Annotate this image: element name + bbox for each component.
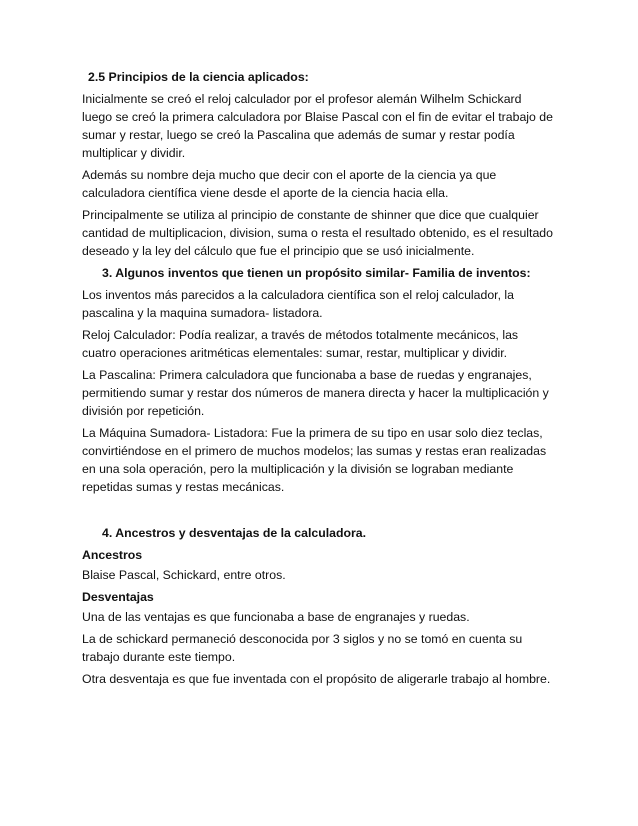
ancestros-label: Ancestros bbox=[82, 548, 143, 562]
desventajas-paragraph-2: La de schickard permaneció desconocida por 3 siglos y no se tomó en cuenta su trabajo durante este tiempo. bbox=[82, 632, 523, 664]
section-3-paragraph-1: Los inventos más parecidos a la calculadora científica son el reloj calculador, la pascalina y la maquina sumadora- listadora. bbox=[82, 288, 514, 320]
section-2-5-paragraph-1: Inicialmente se creó el reloj calculador por el profesor alemán Wilhelm Schickard luego se creó la primera calculadora por Blaise Pascal con el fin de evitar el trabajo de sumar y restar, luego se creó la Pascalina que además de sumar y restar podía multiplicar y dividir. bbox=[82, 92, 553, 160]
desventajas-label: Desventajas bbox=[82, 590, 154, 604]
section-3-paragraph-4: La Máquina Sumadora- Listadora: Fue la primera de su tipo en usar solo diez teclas, convirtiéndose en el primero de muchos modelos; las sumas y restas eran realizadas en una sola operación, pero la multiplicación y la división se lograban mediante repetidas sumas y restas mecánicas. bbox=[82, 426, 547, 494]
section-4-heading: 4. Ancestros y desventajas de la calculadora. bbox=[102, 526, 367, 540]
document-page bbox=[82, 68, 554, 692]
ancestros-text: Blaise Pascal, Schickard, entre otros. bbox=[82, 568, 286, 582]
section-2-5-heading: 2.5 Principios de la ciencia aplicados: bbox=[88, 70, 309, 84]
section-3-paragraph-2: Reloj Calculador: Podía realizar, a través de métodos totalmente mecánicos, las cuatro operaciones aritméticas elementales: sumar, restar, multiplicar y dividir. bbox=[82, 328, 519, 360]
section-2-5-paragraph-3: Principalmente se utiliza al principio de constante de shinner que dice que cualquier cantidad de multiplicacion, division, suma o resta el resultado obtenido, es el resultado deseado y la ley del cálculo que fue el principio que se usó inicialmente. bbox=[82, 208, 553, 258]
section-3-heading: 3. Algunos inventos que tienen un propósito similar- Familia de inventos: bbox=[102, 266, 531, 280]
desventajas-paragraph-1: Una de las ventajas es que funcionaba a base de engranajes y ruedas. bbox=[82, 610, 470, 624]
section-2-5-paragraph-2: Además su nombre deja mucho que decir con el aporte de la ciencia ya que calculadora científica viene desde el aporte de la ciencia hacia ella. bbox=[82, 168, 497, 200]
section-3-paragraph-3: La Pascalina: Primera calculadora que funcionaba a base de ruedas y engranajes, permitiendo sumar y restar dos números de manera directa y hacer la multiplicación y división por repetición. bbox=[82, 368, 549, 418]
desventajas-paragraph-3: Otra desventaja es que fue inventada con el propósito de aligerarle trabajo al hombre. bbox=[82, 672, 551, 686]
